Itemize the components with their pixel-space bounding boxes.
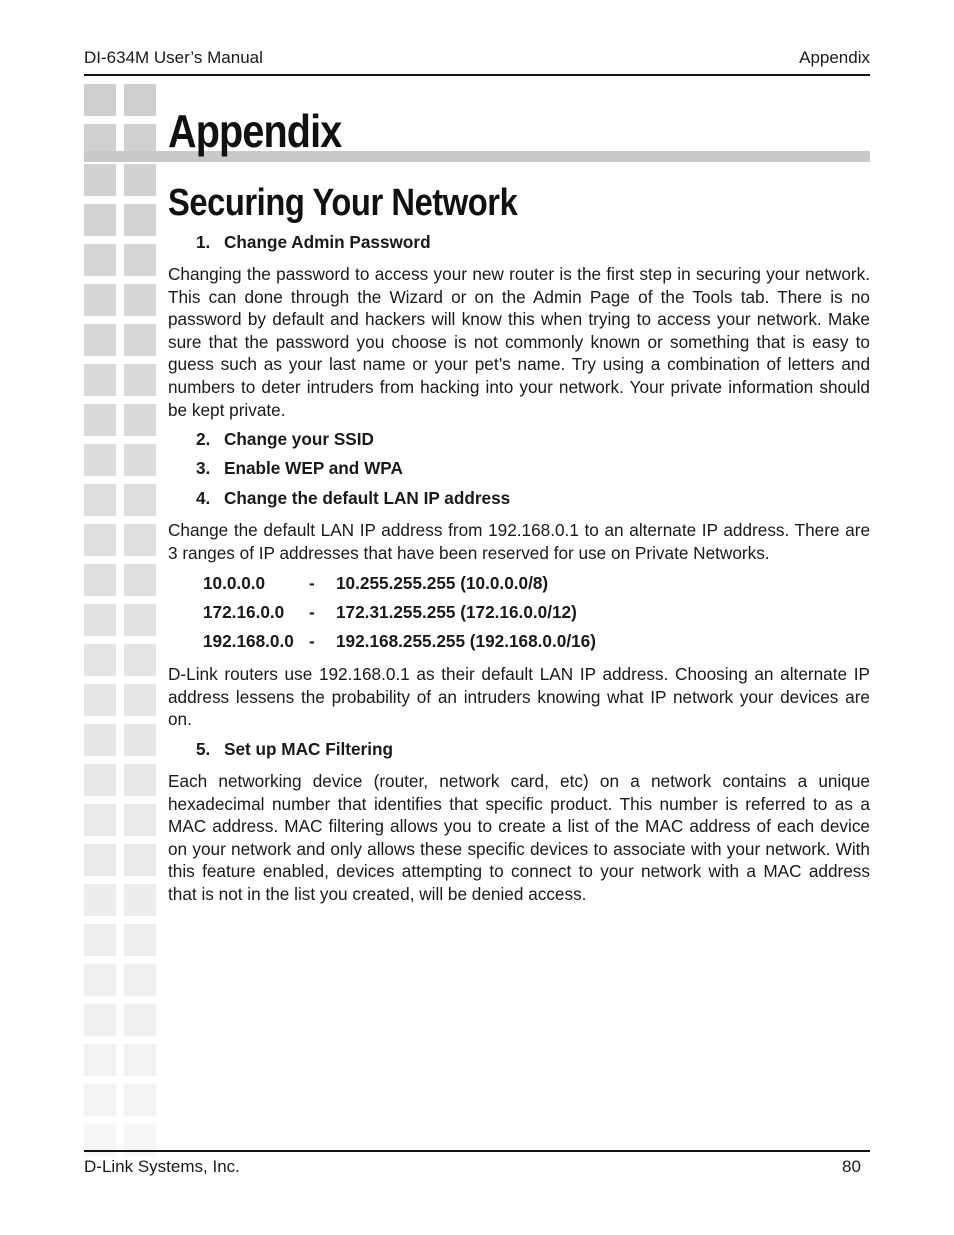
decorative-tile bbox=[124, 1084, 156, 1116]
decorative-tile bbox=[84, 524, 116, 556]
footer-divider bbox=[84, 1150, 870, 1152]
step-mac-filtering: 5. Set up MAC Filtering bbox=[196, 739, 394, 759]
decorative-tile bbox=[84, 804, 116, 836]
decorative-tile bbox=[124, 244, 156, 276]
paragraph-dlink-default-ip: D-Link routers use 192.168.0.1 as their default LAN IP address. Choosing an alternate IP address lessens the probability of an intruders knowing what IP network your devices are on. bbox=[168, 664, 870, 730]
decorative-tile bbox=[124, 524, 156, 556]
decorative-tile bbox=[84, 1084, 116, 1116]
decorative-tile bbox=[84, 844, 116, 876]
header-section: Appendix bbox=[799, 48, 870, 67]
decorative-tile bbox=[84, 884, 116, 916]
header-divider bbox=[84, 74, 870, 76]
decorative-tile bbox=[124, 404, 156, 436]
paragraph-admin-password: Changing the password to access your new router is the first step in securing your network. This can done through the Wizard or on the Admin Page of the Tools tab. There is no password by default and hackers will know this when trying to access your network. Make sure that the password you choose is not commonly known or something that is easy to guess such as your last name or your pet’s name. Try using a combination of letters and numbers to deter intruders from hacking into your network. Your private information should be kept private. bbox=[168, 264, 870, 420]
decorative-tile bbox=[124, 924, 156, 956]
step-enable-wep-wpa: 3. Enable WEP and WPA bbox=[196, 458, 403, 478]
decorative-tile bbox=[124, 804, 156, 836]
step-change-admin-password: 1. Change Admin Password bbox=[196, 232, 431, 252]
decorative-tile bbox=[124, 724, 156, 756]
step-change-ssid: 2. Change your SSID bbox=[196, 429, 374, 449]
decorative-tile bbox=[124, 964, 156, 996]
decorative-tile bbox=[84, 564, 116, 596]
paragraph-lan-ip: Change the default LAN IP address from 192.168.0.1 to an alternate IP address. There are 3 ranges of IP addresses that have been reserved for use on Private Networks. bbox=[168, 520, 870, 563]
decorative-tile bbox=[84, 244, 116, 276]
page-number: 80 bbox=[842, 1157, 861, 1176]
decorative-tile bbox=[84, 684, 116, 716]
decorative-tile bbox=[124, 324, 156, 356]
decorative-tile bbox=[124, 284, 156, 316]
decorative-tile bbox=[124, 764, 156, 796]
decorative-tile bbox=[124, 484, 156, 516]
footer-company: D-Link Systems, Inc. bbox=[84, 1157, 240, 1176]
decorative-tile bbox=[124, 564, 156, 596]
step-change-lan-ip: 4. Change the default LAN IP address bbox=[196, 488, 511, 508]
decorative-tile bbox=[124, 444, 156, 476]
decorative-tile bbox=[84, 724, 116, 756]
decorative-tile bbox=[124, 884, 156, 916]
decorative-tile bbox=[124, 604, 156, 636]
decorative-tile bbox=[84, 444, 116, 476]
decorative-tile bbox=[124, 364, 156, 396]
decorative-tile bbox=[84, 484, 116, 516]
paragraph-mac-filtering: Each networking device (router, network card, etc) on a network contains a unique hexadecimal number that identifies that specific product. This number is referred to as a MAC address. MAC filtering allows you to create a list of the MAC address of each device on your network and only allows these specific devices to associate with your network. With this feature enabled, devices attempting to connect to your network with a MAC address that is not in the list you created, will be denied access. bbox=[168, 771, 870, 904]
decorative-tile bbox=[84, 284, 116, 316]
decorative-tile bbox=[84, 404, 116, 436]
decorative-tile bbox=[84, 604, 116, 636]
decorative-tile bbox=[124, 1004, 156, 1036]
decorative-tile bbox=[84, 324, 116, 356]
decorative-tile bbox=[84, 644, 116, 676]
decorative-tile bbox=[84, 204, 116, 236]
decorative-tile bbox=[84, 84, 116, 116]
decorative-tile bbox=[124, 1044, 156, 1076]
decorative-tile-column bbox=[84, 84, 160, 1150]
decorative-tile bbox=[124, 164, 156, 196]
decorative-tile bbox=[84, 1004, 116, 1036]
decorative-tile bbox=[124, 204, 156, 236]
decorative-tile bbox=[84, 164, 116, 196]
manual-title: DI-634M User’s Manual bbox=[84, 48, 263, 67]
decorative-tile bbox=[84, 1044, 116, 1076]
decorative-tile bbox=[124, 644, 156, 676]
decorative-tile bbox=[124, 684, 156, 716]
decorative-tile bbox=[124, 844, 156, 876]
page-header bbox=[84, 48, 870, 74]
decorative-tile bbox=[84, 364, 116, 396]
decorative-tile bbox=[84, 924, 116, 956]
decorative-tile bbox=[84, 964, 116, 996]
page-title: Appendix bbox=[168, 105, 342, 157]
section-title: Securing Your Network bbox=[168, 182, 518, 224]
decorative-tile bbox=[84, 764, 116, 796]
decorative-tile bbox=[124, 84, 156, 116]
